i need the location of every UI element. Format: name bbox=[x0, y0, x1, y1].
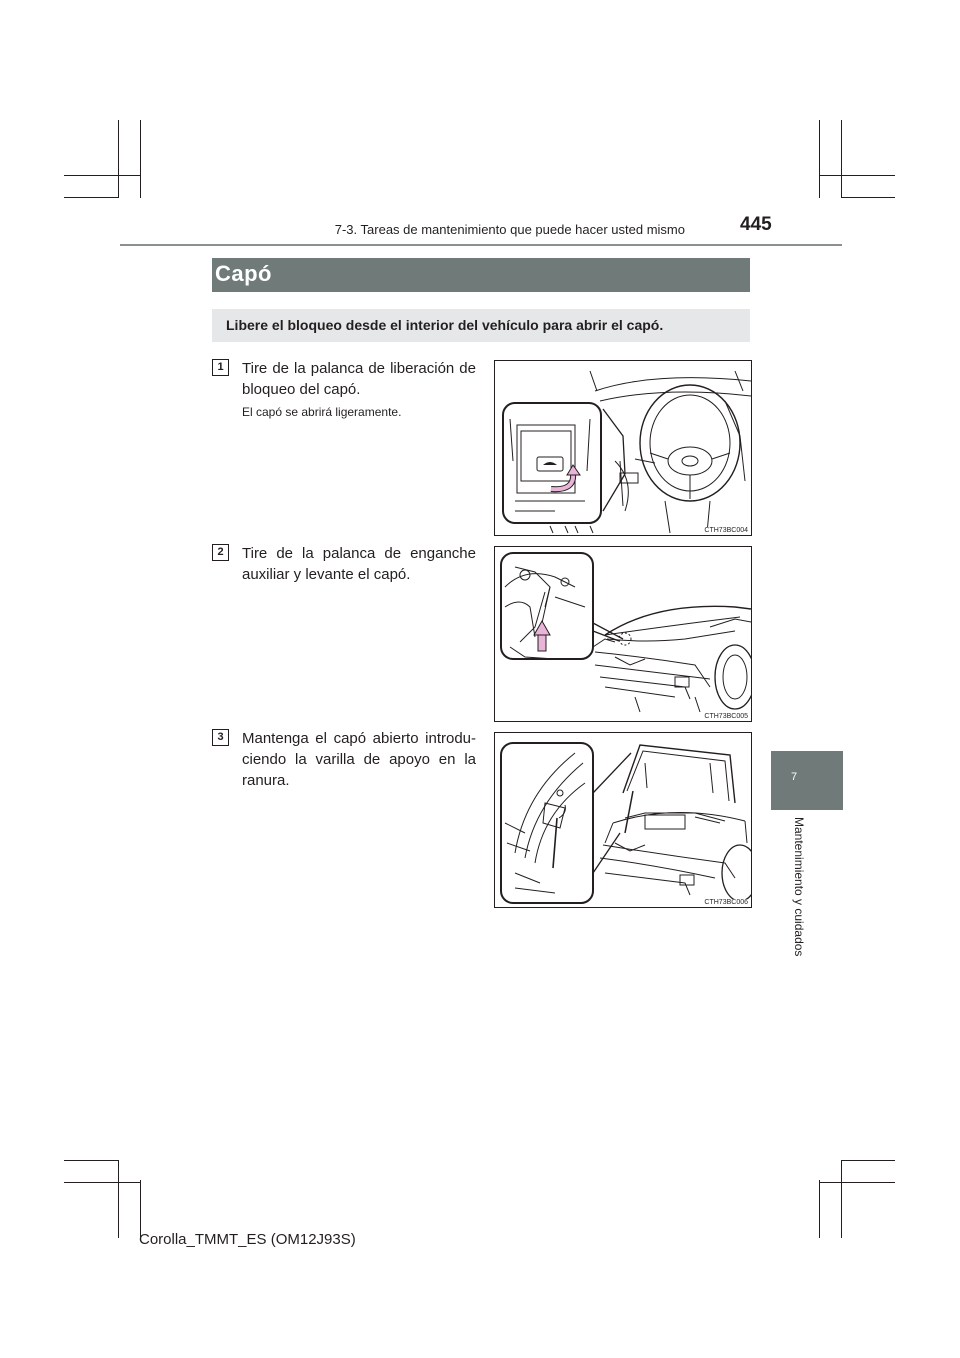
step-text-3: Mantenga el capó abierto introdu-ciendo la varilla de apoyo en la ranura. bbox=[242, 730, 476, 789]
figure-code-3: CTH73BC006 bbox=[704, 899, 748, 906]
chapter-header-title: 7-3. Tareas de mantenimiento que puede hacer usted mismo bbox=[334, 222, 685, 237]
crop-mark bbox=[841, 1160, 895, 1161]
crop-mark bbox=[819, 120, 820, 198]
crop-mark bbox=[118, 1160, 119, 1238]
crop-mark bbox=[841, 120, 842, 198]
crop-mark bbox=[64, 1160, 118, 1161]
footer-doc-id: Corolla_TMMT_ES (OM12J93S) bbox=[139, 1231, 356, 1248]
crop-mark bbox=[841, 1160, 842, 1238]
figure-code-2: CTH73BC005 bbox=[704, 713, 748, 720]
auxiliary-catch-illustration bbox=[495, 547, 751, 721]
crop-mark bbox=[64, 1182, 140, 1183]
crop-mark bbox=[819, 175, 895, 176]
crop-mark bbox=[64, 175, 140, 176]
header-divider bbox=[120, 244, 842, 246]
crop-mark bbox=[841, 197, 895, 198]
crop-mark bbox=[118, 120, 119, 198]
figure-support-rod bbox=[494, 732, 752, 908]
support-rod-illustration bbox=[495, 733, 751, 907]
step-text-1: Tire de la palanca de liberación de bloqueo del capó. bbox=[242, 360, 476, 398]
crop-mark bbox=[140, 120, 141, 198]
crop-mark bbox=[819, 1180, 820, 1238]
chapter-side-tab bbox=[771, 751, 843, 810]
figure-hood-release-lever bbox=[494, 360, 752, 536]
intro-text: Libere el bloqueo desde el interior del vehículo para abrir el capó. bbox=[226, 317, 664, 333]
crop-mark bbox=[140, 1180, 141, 1238]
page-number: 445 bbox=[740, 214, 772, 235]
figure-auxiliary-catch bbox=[494, 546, 752, 722]
step-number-1: 1 bbox=[212, 359, 229, 376]
section-title: Capó bbox=[215, 261, 272, 286]
step-text-2: Tire de la palanca de enganche auxiliar y levante el capó. bbox=[242, 545, 476, 583]
hood-release-illustration bbox=[495, 361, 751, 535]
step-number-3: 3 bbox=[212, 729, 229, 746]
crop-mark bbox=[819, 1182, 895, 1183]
chapter-side-label: Mantenimiento y cuidados bbox=[792, 817, 806, 957]
step-note-1: El capó se abrirá ligeramente. bbox=[242, 405, 402, 419]
step-number-2: 2 bbox=[212, 544, 229, 561]
figure-code-1: CTH73BC004 bbox=[704, 527, 748, 534]
chapter-tab-number: 7 bbox=[791, 771, 798, 783]
section-title-bar bbox=[212, 258, 750, 292]
crop-mark bbox=[64, 197, 118, 198]
